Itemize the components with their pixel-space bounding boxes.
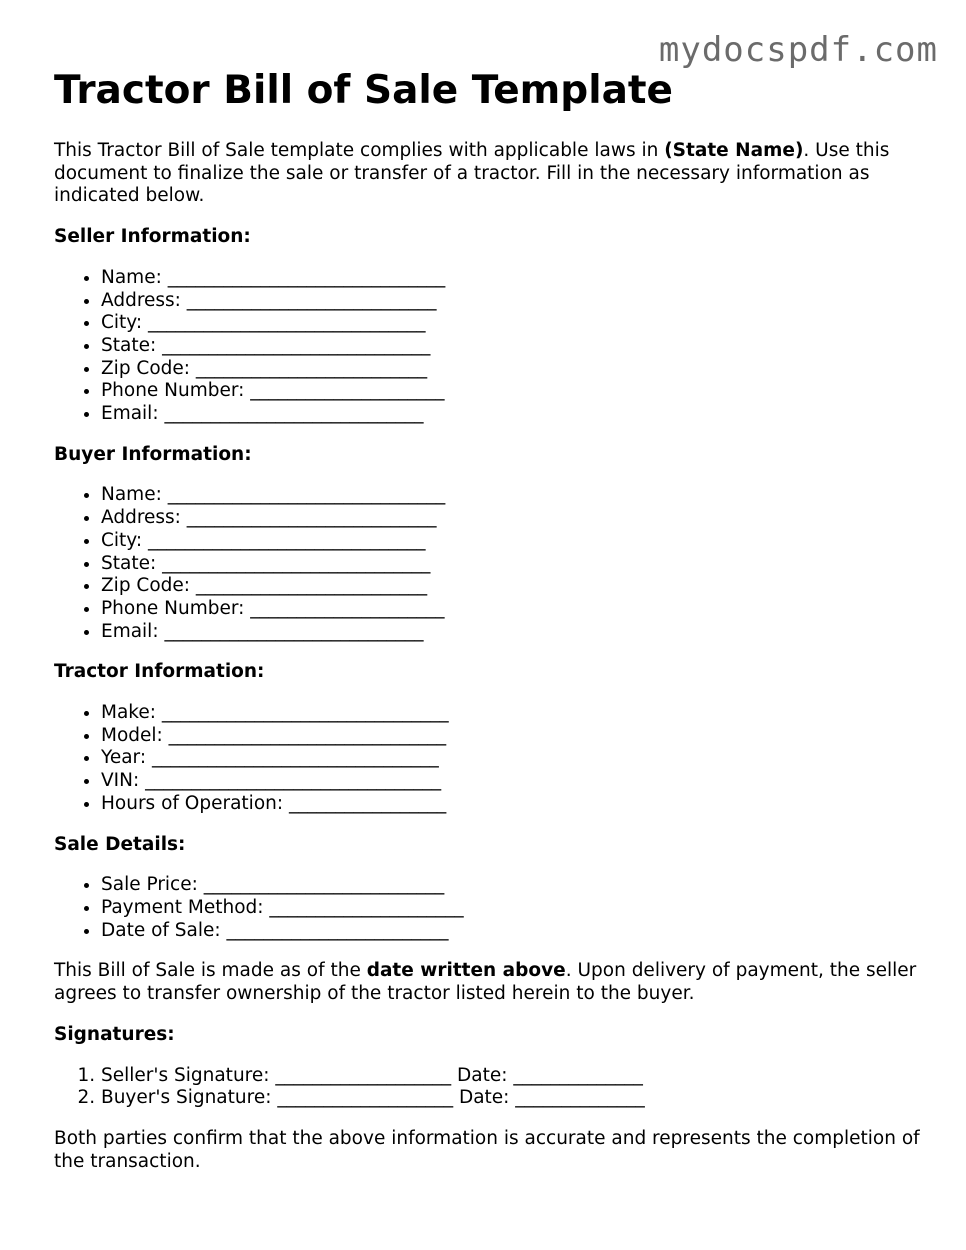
- seller-phone-field[interactable]: • Phone Number: _____________________: [101, 380, 924, 403]
- seller-city-field[interactable]: • City: ______________________________: [101, 312, 924, 335]
- date-of-sale-field[interactable]: • Date of Sale: ________________________: [101, 920, 924, 943]
- seller-state-field[interactable]: • State: _____________________________: [101, 335, 924, 358]
- payment-method-field[interactable]: • Payment Method: _____________________: [101, 897, 924, 920]
- document: [54, 64, 924, 1173]
- sale-fields-list: [54, 874, 924, 942]
- buyer-zip-field[interactable]: • Zip Code: _________________________: [101, 575, 924, 598]
- tractor-section-heading: Tractor Information:: [54, 661, 265, 683]
- buyer-state-field[interactable]: • State: _____________________________: [101, 553, 924, 576]
- buyer-signature-line[interactable]: 2. Buyer's Signature: ___________________ Date: ______________: [101, 1087, 924, 1110]
- sale-price-field[interactable]: • Sale Price: __________________________: [101, 874, 924, 897]
- tractor-make-field[interactable]: • Make: _______________________________: [101, 702, 924, 725]
- sale-section-heading: Sale Details:: [54, 833, 186, 855]
- intro-text-end: . Use this document to finalize the sale or transfer of a tractor. Fill in the necessary information as indicated below.: [54, 140, 890, 207]
- seller-email-field[interactable]: • Email: ____________________________: [101, 403, 924, 426]
- buyer-city-field[interactable]: • City: ______________________________: [101, 530, 924, 553]
- tractor-year-field[interactable]: • Year: _______________________________: [101, 747, 924, 770]
- buyer-fields-list: [54, 484, 924, 643]
- terms-paragraph: [54, 960, 924, 1005]
- terms-text-end: . Upon delivery of payment, the seller agrees to transfer ownership of the tractor listed herein to the buyer.: [54, 960, 917, 1005]
- terms-text-start: This Bill of Sale is made as of the: [54, 960, 367, 982]
- buyer-name-field[interactable]: • Name: ______________________________: [101, 484, 924, 507]
- seller-section-heading: Seller Information:: [54, 226, 251, 248]
- tractor-hours-field[interactable]: • Hours of Operation: _________________: [101, 793, 924, 816]
- buyer-section-heading: Buyer Information:: [54, 443, 252, 465]
- closing-paragraph: Both parties confirm that the above information is accurate and represents the completion of the transaction.: [54, 1127, 920, 1172]
- terms-bold-phrase: date written above: [366, 960, 566, 982]
- signatures-section-heading: Signatures:: [54, 1023, 175, 1045]
- state-name-placeholder: (State Name): [664, 140, 804, 161]
- tractor-vin-field[interactable]: • VIN: ________________________________: [101, 770, 924, 793]
- tractor-model-field[interactable]: • Model: ______________________________: [101, 725, 924, 748]
- buyer-email-field[interactable]: • Email: ____________________________: [101, 621, 924, 644]
- intro-text-start: This Tractor Bill of Sale template complies with applicable laws in: [54, 140, 665, 161]
- page-title: Tractor Bill of Sale Template: [54, 68, 673, 113]
- tractor-fields-list: [54, 702, 924, 816]
- intro-paragraph: [54, 140, 924, 208]
- seller-zip-field[interactable]: • Zip Code: _________________________: [101, 358, 924, 381]
- seller-fields-list: [54, 267, 924, 426]
- buyer-address-field[interactable]: • Address: ___________________________: [101, 507, 924, 530]
- signatures-list: [54, 1065, 924, 1110]
- buyer-phone-field[interactable]: • Phone Number: _____________________: [101, 598, 924, 621]
- seller-address-field[interactable]: • Address: ___________________________: [101, 290, 924, 313]
- watermark: mydocspdf.com: [658, 30, 938, 70]
- seller-name-field[interactable]: • Name: ______________________________: [101, 267, 924, 290]
- seller-signature-line[interactable]: 1. Seller's Signature: ___________________ Date: ______________: [101, 1065, 924, 1088]
